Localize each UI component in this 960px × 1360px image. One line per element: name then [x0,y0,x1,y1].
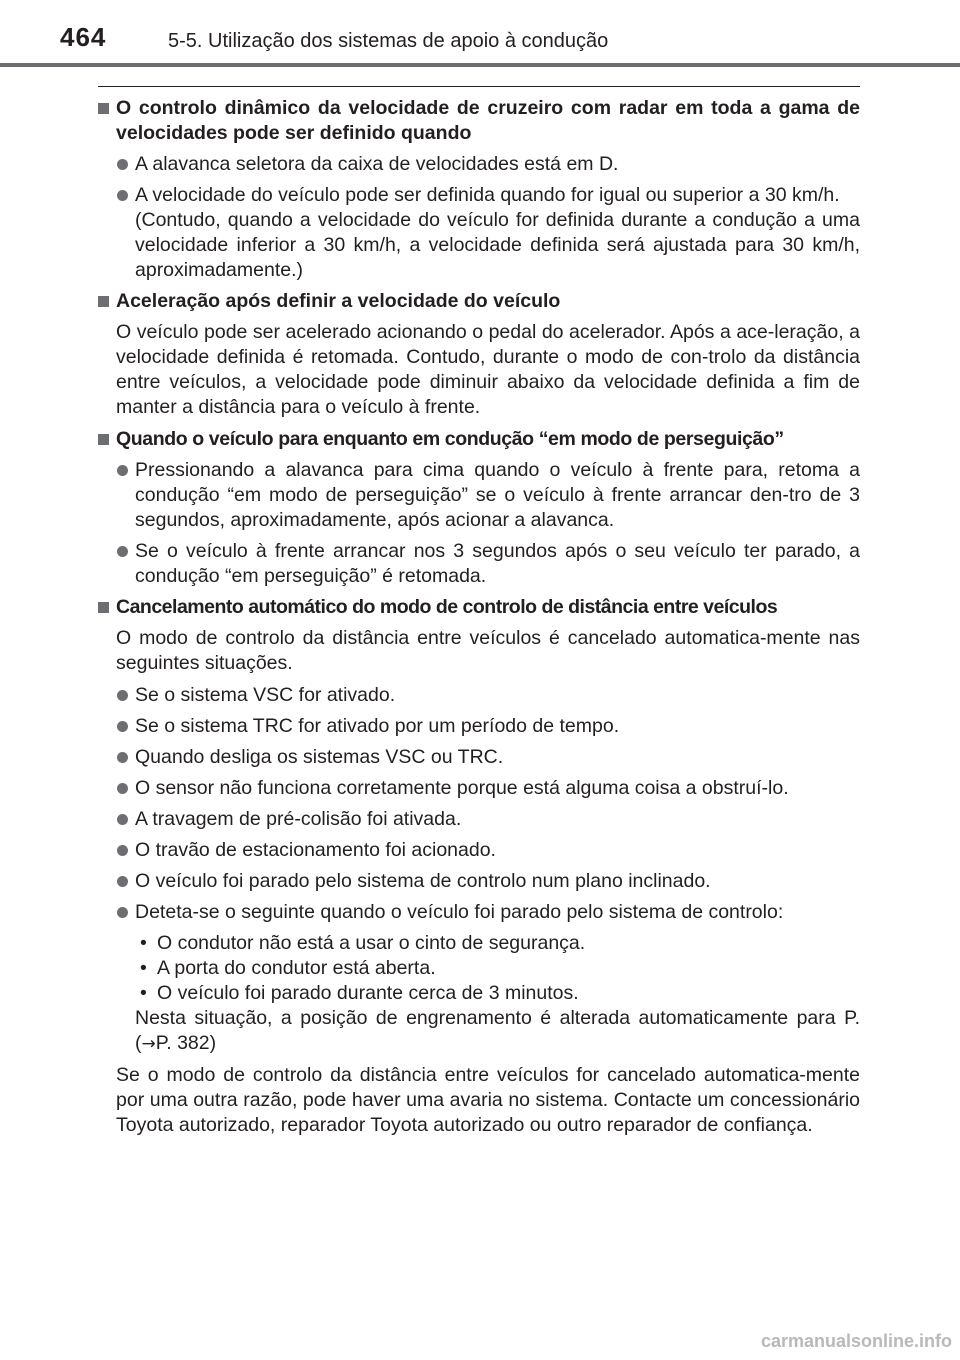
square-bullet-icon [98,434,109,445]
list-item: A velocidade do veículo pode ser definida quando for igual ou superior a 30 km/h. (Contudo, quando a velocidade do veículo for definida durante a condução a uma velocidade inferior a 30 km/h, a velocidade definida será ajustada para 30 km/h, aproximadamente.) [98,183,860,283]
circle-bullet-icon [117,546,128,557]
circle-bullet-icon [117,845,128,856]
list-item: Quando desliga os sistemas VSC ou TRC. [98,745,860,770]
list-item: Pressionando a alavanca para cima quando o veículo à frente para, retoma a condução “em modo de perseguição” se o veículo à frente arrancar den-tro de 3 segundos, aproximadamente, após acionar a alavanca. [98,458,860,533]
page-number: 464 [60,22,107,52]
list-item: Se o sistema TRC for ativado por um período de tempo. [98,714,860,739]
paragraph: O veículo pode ser acelerado acionando o pedal do acelerador. Após a ace-leração, a velocidade definida é retomada. Contudo, durante o modo de con-trolo da distância entre veículos, a velocidade pode diminuir abaixo da velocidade definida a fim de manter a distância para o veículo à frente. [116,321,860,418]
section-heading: O controlo dinâmico da velocidade de cruzeiro com radar em toda a gama de velocidades pode ser definido quando [98,96,860,146]
paragraph: O modo de controlo da distância entre veículos é cancelado automatica-mente nas seguintes situações. [116,627,860,674]
sub-list [98,931,860,1057]
list-item: O veículo foi parado pelo sistema de controlo num plano inclinado. [98,869,860,894]
sub-list-item: • O condutor não está a usar o cinto de segurança. [140,932,586,954]
circle-bullet-icon [117,159,128,170]
dot-bullet-icon: • [140,957,147,979]
list-item: Se o sistema VSC for ativado. [98,683,860,708]
list-item: Se o veículo à frente arrancar nos 3 segundos após o seu veículo ter parado, a condução “em perseguição” é retomada. [98,539,860,589]
square-bullet-icon [98,296,109,307]
list-item: O sensor não funciona corretamente porque está alguma coisa a obstruí-lo. [98,776,860,801]
dot-bullet-icon: • [140,932,147,954]
circle-bullet-icon [117,783,128,794]
page-content [98,92,860,1145]
content-top-rule [98,86,860,87]
circle-bullet-icon [117,752,128,763]
circle-bullet-icon [117,907,128,918]
bullet-note: (Contudo, quando a velocidade do veículo for definida durante a condução a uma velocidade inferior a 30 km/h, a velocidade definida será ajustada para 30 km/h, aproximadamente.) [135,209,860,281]
list-item: O travão de estacionamento foi acionado. [98,838,860,863]
list-item: A travagem de pré-colisão foi ativada. [98,807,860,832]
dot-bullet-icon: • [140,982,147,1004]
sub-list-item: • O veículo foi parado durante cerca de 3 minutos. [140,982,579,1004]
circle-bullet-icon [117,814,128,825]
arrow-right-icon: → [141,1034,156,1054]
circle-bullet-icon [117,190,128,201]
section-heading: Quando o veículo para enquanto em condução “em modo de perseguição” [98,427,860,452]
watermark: carmanualsonline.info [760,1331,952,1351]
section-title: 5-5. Utilização dos sistemas de apoio à condução [168,30,609,52]
header-divider [0,63,960,67]
paragraph: Se o modo de controlo da distância entre veículos for cancelado automatica-mente por uma outra razão, pode haver uma avaria no sistema. Contacte um concessionário Toyota autorizado, reparador Toyota autorizado ou outro reparador de confiança. [116,1064,860,1136]
circle-bullet-icon [117,876,128,887]
section-heading: Aceleração após definir a velocidade do veículo [98,289,860,314]
section-heading: Cancelamento automático do modo de controlo de distância entre veículos [98,595,860,620]
circle-bullet-icon [117,721,128,732]
circle-bullet-icon [117,465,128,476]
list-item: Deteta-se o seguinte quando o veículo foi parado pelo sistema de controlo: [98,900,860,925]
sub-list-item: • A porta do condutor está aberta. [140,957,436,979]
page-header [0,0,960,64]
square-bullet-icon [98,103,109,114]
page-reference-link[interactable]: P. 382) [155,1032,217,1054]
list-item: A alavanca seletora da caixa de velocidades está em D. [98,152,860,177]
square-bullet-icon [98,602,109,613]
circle-bullet-icon [117,690,128,701]
sub-list-note: Nesta situação, a posição de engrenamento é alterada automaticamente para P. (→P. 382) [135,1007,860,1054]
